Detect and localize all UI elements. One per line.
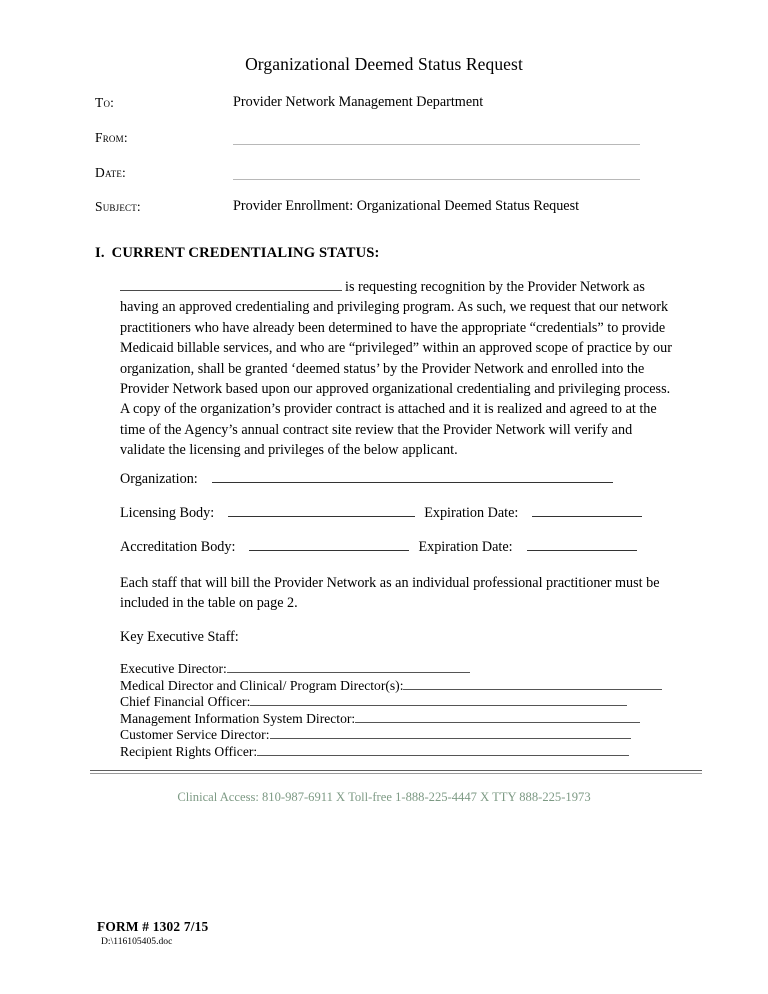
footer-divider [90, 770, 702, 774]
expiration-date-label-licensing: Expiration Date: [424, 505, 519, 521]
section-numeral: I. [95, 245, 105, 261]
footer-contact-line: Clinical Access: 810-987-6911 X Toll-free 1-888-225-4447 X TTY 888-225-1973 [177, 790, 591, 804]
staff-row-chief-financial-officer [120, 694, 672, 711]
header-label-from: From: [95, 130, 128, 145]
header-row-date [95, 165, 695, 183]
header-label-subject: Subject: [95, 199, 141, 214]
staff-label-chief-financial-officer: Chief Financial Officer: [120, 694, 251, 710]
staff-input-medical-director[interactable] [403, 678, 662, 690]
header-row-from [95, 130, 695, 148]
staff-input-customer-service-director[interactable] [270, 727, 631, 739]
staff-label-recipient-rights-officer: Recipient Rights Officer: [120, 743, 258, 759]
field-row-accreditation-body [120, 538, 637, 558]
form-number: FORM # 1302 7/15 [97, 919, 209, 934]
staff-input-mis-director[interactable] [355, 711, 640, 723]
staff-input-recipient-rights-officer[interactable] [257, 744, 629, 756]
body-paragraph-text: is requesting recognition by the Provider Network as having an approved credentialing and privileging program. As such, we request that our network practitioners who have already been determined to have the appropriate “credentials” to provide Medicaid billable services, and who are “privileged” within an approved scope of practice by our organization, shall be granted ‘deemed status’ by the Provider Network and enrolled into the Provider Network based upon our approved organizational credentialing and privileging process. A copy of the organization’s provider contract is attached and it is realized and agreed to at the time of the Agency’s annual contract site review that the Provider Network will verify and validate the licensing and privileges of the below applicant. [120, 279, 672, 459]
header-value-to: Provider Network Management Department [233, 94, 484, 110]
organization-name-blank[interactable] [120, 277, 342, 291]
header-label-to: To: [95, 95, 115, 110]
staff-input-executive-director[interactable] [227, 661, 470, 673]
key-executive-staff-list [120, 661, 672, 761]
staff-row-mis-director [120, 711, 672, 728]
header-value-subject: Provider Enrollment: Organizational Deemed Status Request [233, 198, 580, 214]
section-heading-text: CURRENT CREDENTIALING STATUS: [111, 245, 380, 261]
staff-label-mis-director: Management Information System Director: [120, 710, 356, 726]
accreditation-body-label: Accreditation Body: [120, 539, 236, 555]
staff-input-chief-financial-officer[interactable] [250, 694, 627, 706]
staff-row-medical-director [120, 678, 672, 695]
organization-label: Organization: [120, 471, 198, 487]
field-row-licensing-body [120, 504, 642, 524]
date-input-line[interactable] [233, 179, 640, 180]
staff-label-executive-director: Executive Director: [120, 661, 227, 676]
page-title: Organizational Deemed Status Request [245, 54, 523, 74]
section-heading-current-credentialing-status [95, 245, 380, 262]
header-label-date: Date: [95, 165, 126, 180]
from-input-line[interactable] [233, 144, 640, 145]
staff-row-executive-director [120, 661, 672, 678]
staff-row-recipient-rights-officer [120, 744, 672, 761]
body-paragraph [120, 277, 672, 461]
accreditation-expiration-date-input-line[interactable] [527, 538, 637, 551]
header-row-subject [95, 199, 695, 217]
key-executive-staff-heading: Key Executive Staff: [120, 629, 239, 645]
staff-label-customer-service-director: Customer Service Director: [120, 727, 270, 743]
staff-label-medical-director: Medical Director and Clinical/ Program Director(s): [120, 677, 404, 693]
field-row-organization [120, 470, 613, 490]
licensing-body-label: Licensing Body: [120, 505, 215, 521]
expiration-date-label-accreditation: Expiration Date: [418, 539, 513, 555]
header-row-to [95, 95, 695, 113]
licensing-expiration-date-input-line[interactable] [532, 504, 642, 517]
licensing-body-input-line[interactable] [228, 504, 415, 517]
source-file-path: D:\116105405.doc [101, 936, 173, 947]
staff-row-customer-service-director [120, 727, 672, 744]
accreditation-body-input-line[interactable] [249, 538, 409, 551]
organization-input-line[interactable] [212, 470, 613, 483]
billing-notice-text: Each staff that will bill the Provider Network as an individual professional practitioner must be included in the table on page 2. [120, 575, 660, 612]
